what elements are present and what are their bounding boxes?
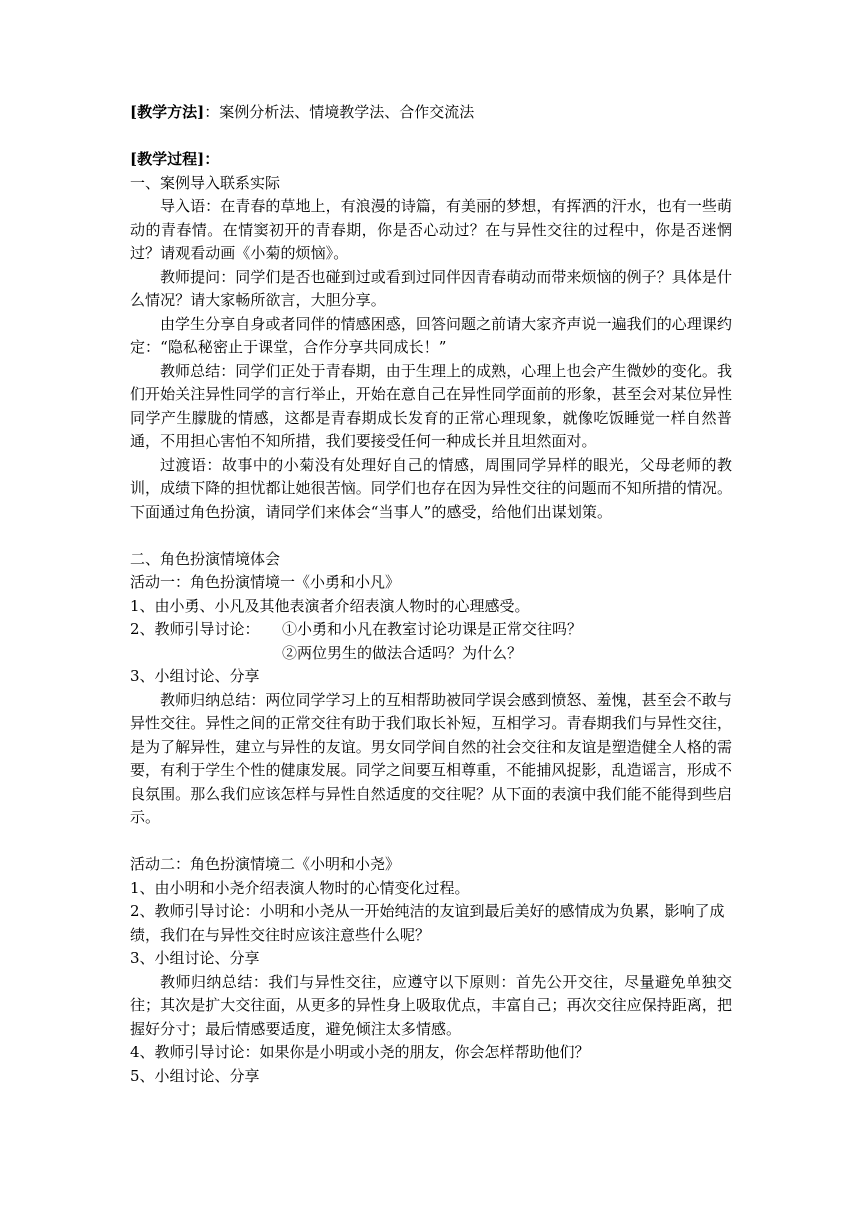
spacer <box>130 125 732 149</box>
teaching-process-line <box>130 148 732 172</box>
activity1-question2: ②两位男生的做法合适吗？为什么？ <box>282 643 523 662</box>
intro-paragraph: 导入语：在青春的草地上，有浪漫的诗篇，有美丽的梦想，有挥洒的汗水，也有一些萌动的青春情。在情窦初开的青春期，你是否心动过？在与异性交往的过程中，你是否迷惘过？请观看动画《小菊的烦恼》。 <box>130 197 732 262</box>
activity1-item2-label: 2、教师引导讨论： <box>130 620 260 638</box>
section2-heading: 二、角色扮演情境体会 <box>130 549 281 568</box>
activity1-question1: ①小勇和小凡在教室讨论功课是正常交往吗？ <box>282 620 583 638</box>
spacer <box>130 830 732 854</box>
activity2-item4: 4、教师引导讨论：如果你是小明或小尧的朋友，你会怎样帮助他们？ <box>130 1043 590 1061</box>
student-share-paragraph: 由学生分享自身或者同伴的情感困惑，回答问题之前请大家齐声说一遍我们的心理课约定：“隐私秘密止于课堂，合作分享共同成长！” <box>130 314 732 356</box>
spacer <box>130 524 732 548</box>
teaching-process-colon: ： <box>204 150 220 168</box>
activity1-title: 活动一：角色扮演情境一《小勇和小凡》 <box>130 573 401 591</box>
activity1-item2-second <box>130 642 732 666</box>
indent-spacer <box>130 642 282 666</box>
teacher-question-paragraph: 教师提问：同学们是否也碰到过或看到过同伴因青春萌动而带来烦恼的例子？具体是什么情况？请大家畅所欲言，大胆分享。 <box>130 267 732 309</box>
teacher-summary-paragraph: 教师总结：同学们正处于青春期，由于生理上的成熟，心理上也会产生微妙的变化。我们开始关注异性同学的言行举止，开始在意自己在异性同学面前的形象，甚至会对某位异性同学产生朦胧的情感，这都是青春期成长发育的正常心理现象，就像吃饭睡觉一样自然普通，不用担心害怕不知所措，我们要接受任何一种成长并且坦然面对。 <box>130 361 733 450</box>
teaching-method-label: [教学方法] <box>130 103 205 121</box>
activity2-item5: 5、小组讨论、分享 <box>130 1066 260 1085</box>
activity2-title: 活动二：角色扮演情境二《小明和小尧》 <box>130 855 401 873</box>
activity2-summary: 教师归纳总结：我们与异性交往，应遵守以下原则：首先公开交往，尽量避免单独交往；其次是扩大交往面，从更多的异性身上吸取优点，丰富自己；再次交往应保持距离，把握好分寸；最后情感要适度，避免倾注太多情感。 <box>130 972 733 1038</box>
document-page <box>130 101 732 1088</box>
activity2-item1: 1、由小明和小尧介绍表演人物时的心情变化过程。 <box>130 878 470 897</box>
activity1-item3: 3、小组讨论、分享 <box>130 667 260 685</box>
activity1-item2 <box>130 618 732 642</box>
activity2-item2: 2、教师引导讨论：小明和小尧从一开始纯洁的友谊到最后美好的感情成为负累，影响了成绩，我们在与异性交往时应该注意些什么呢？ <box>130 902 725 944</box>
activity1-item1: 1、由小勇、小凡及其他表演者介绍表演人物时的心理感受。 <box>130 596 530 615</box>
teaching-process-label: [教学过程] <box>130 150 205 168</box>
teaching-method-text: ：案例分析法、情境教学法、合作交流法 <box>204 103 475 121</box>
activity2-item3: 3、小组讨论、分享 <box>130 949 260 967</box>
activity1-summary: 教师归纳总结：两位同学学习上的互相帮助被同学误会感到愤怒、羞愧，甚至会不敢与异性交往。异性之间的正常交往有助于我们取长补短，互相学习。青春期我们与异性交往，是为了解异性，建立与异性的友谊。男女同学间自然的社会交往和友谊是塑造健全人格的需要，有利于学生个性的健康发展。同学之间要互相尊重，不能捕风捉影，乱造谣言，形成不良氛围。那么我们应该怎样与异性自然适度的交往呢？从下面的表演中我们能不能得到些启示。 <box>130 690 733 826</box>
section1-heading: 一、案例导入联系实际 <box>130 173 281 192</box>
teaching-method-line <box>130 101 732 125</box>
transition-paragraph: 过渡语：故事中的小菊没有处理好自己的情感，周围同学异样的眼光，父母老师的教训，成绩下降的担忧都让她很苦恼。同学们也存在因为异性交往的问题而不知所措的情况。下面通过角色扮演，请同学们来体会“当事人”的感受，给他们出谋划策。 <box>130 455 733 521</box>
